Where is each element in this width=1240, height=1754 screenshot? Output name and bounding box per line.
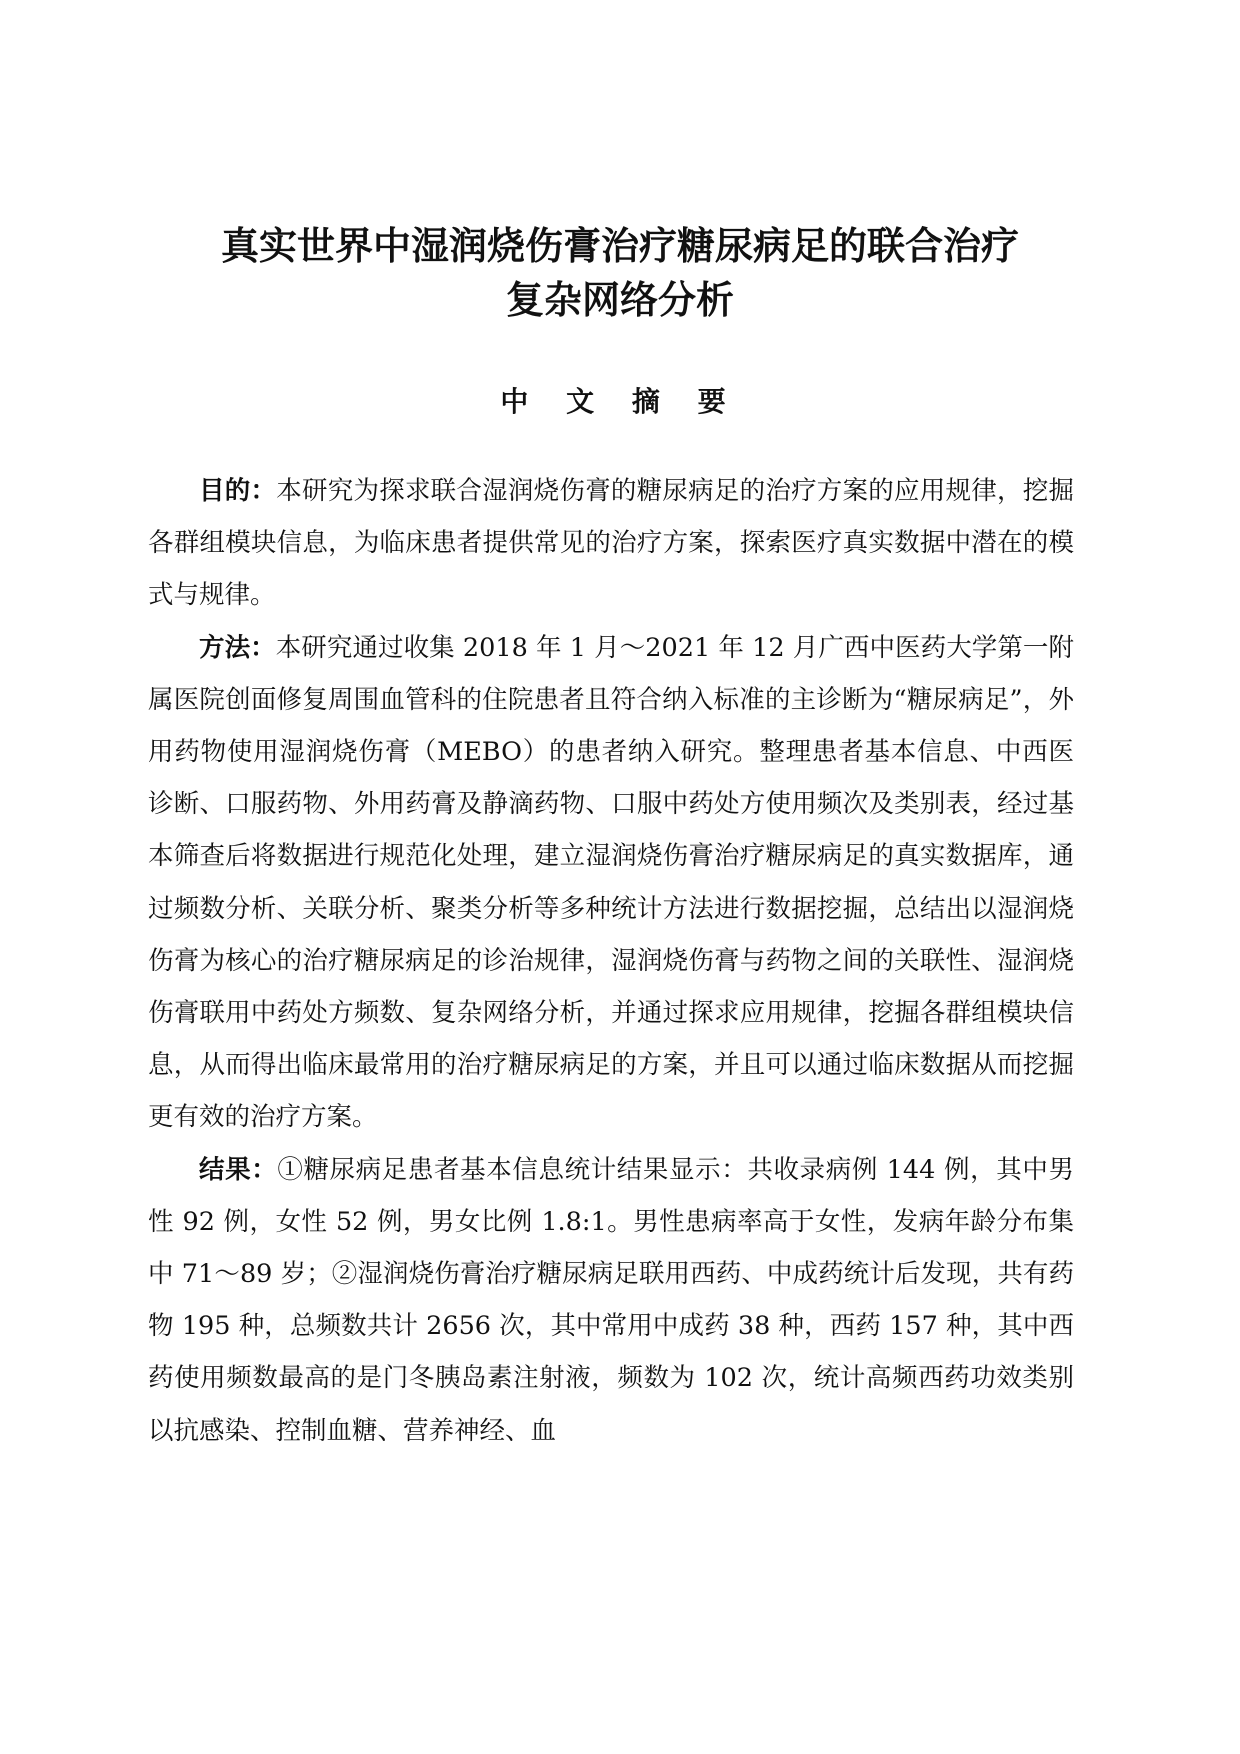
- paragraph-label-results: 结果：: [199, 1154, 278, 1185]
- paragraph-label-objective: 目的：: [199, 476, 277, 506]
- paragraph-label-methods: 方法：: [199, 632, 276, 663]
- paragraph-results: [148, 1144, 1074, 1457]
- paragraph-methods: [148, 622, 1074, 1144]
- abstract-heading: 中 文 摘 要: [500, 385, 740, 418]
- paragraph-text-methods: 本研究通过收集 2018 年 1 月～2021 年 12 月广西中医药大学第一附属医院创面修复周围血管科的住院患者且符合纳入标准的主诊断为“糖尿病足”，外用药物使用湿润烧伤膏（MEBO）的患者纳入研究。整理患者基本信息、中西医诊断、口服药物、外用药膏及静滴药物、口服中药处方使用频次及类别表，经过基本筛查后将数据进行规范化处理，建立湿润烧伤膏治疗糖尿病足的真实数据库，通过频数分析、关联分析、聚类分析等多种统计方法进行数据挖掘，总结出以湿润烧伤膏为核心的治疗糖尿病足的诊治规律，湿润烧伤膏与药物之间的关联性、湿润烧伤膏联用中药处方频数、复杂网络分析，并通过探求应用规律，挖掘各群组模块信息，从而得出临床最常用的治疗糖尿病足的方案，并且可以通过临床数据从而挖掘更有效的治疗方案。: [148, 632, 1074, 1133]
- document-title-line-1: 真实世界中湿润烧伤膏治疗糖尿病足的联合治疗: [220, 224, 1019, 268]
- paragraph-objective: [148, 465, 1074, 622]
- paragraph-text-results: ①糖尿病足患者基本信息统计结果显示：共收录病例 144 例，其中男性 92 例，女性 52 例，男女比例 1.8:1。男性患病率高于女性，发病年龄分布集中 71～89 岁；②湿润烧伤膏治疗糖尿病足联用西药、中成药统计后发现，共有药物 195 种，总频数共计 2656 次，其中常用中成药 38 种，西药 157 种，其中西药使用频数最高的是门冬胰岛素注射液，频数为 102 次，统计高频西药功效类别以抗感染、控制血糖、营养神经、血: [148, 1154, 1074, 1446]
- document-title-line-2: 复杂网络分析: [505, 278, 734, 322]
- paragraph-text-objective: 本研究为探求联合湿润烧伤膏的糖尿病足的治疗方案的应用规律，挖掘各群组模块信息，为临床患者提供常见的治疗方案，探索医疗真实数据中潜在的模式与规律。: [148, 476, 1074, 611]
- abstract-body: [148, 465, 1074, 1457]
